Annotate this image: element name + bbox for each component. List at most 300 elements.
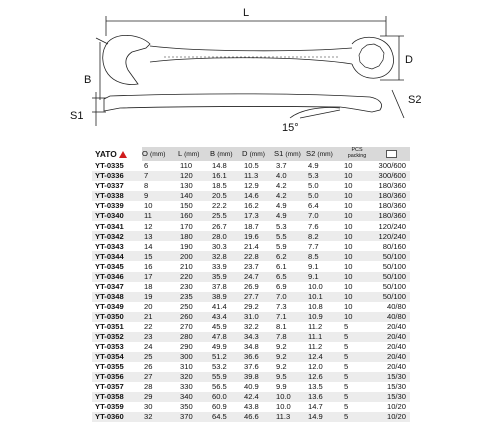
head-diameter-value: 27.7 bbox=[242, 292, 274, 302]
table-row bbox=[92, 332, 410, 342]
packing-value: 20/40 bbox=[372, 342, 410, 352]
product-code: YT-0343 bbox=[92, 241, 142, 251]
pcs-value: 10 bbox=[342, 302, 372, 312]
s1-value: 4.2 bbox=[274, 181, 306, 191]
product-code: YT-0352 bbox=[92, 332, 142, 342]
head-diameter-value: 18.7 bbox=[242, 221, 274, 231]
length-value: 260 bbox=[178, 312, 210, 322]
head-diameter-value: 34.8 bbox=[242, 342, 274, 352]
packing-value: 50/100 bbox=[372, 272, 410, 282]
packing-value: 180/360 bbox=[372, 181, 410, 191]
product-code: YT-0359 bbox=[92, 402, 142, 412]
pcs-value: 5 bbox=[342, 372, 372, 382]
product-code: YT-0340 bbox=[92, 211, 142, 221]
length-value: 330 bbox=[178, 382, 210, 392]
size-symbol: O bbox=[142, 148, 148, 158]
s1-value: 9.2 bbox=[274, 342, 306, 352]
product-code: YT-0347 bbox=[92, 282, 142, 292]
width-value: 56.5 bbox=[210, 382, 242, 392]
size-unit: (mm) bbox=[150, 150, 166, 158]
packing-value: 300/600 bbox=[372, 171, 410, 181]
s1-value: 4.9 bbox=[274, 201, 306, 211]
s2-value: 11.1 bbox=[306, 332, 342, 342]
size-value: 19 bbox=[142, 292, 178, 302]
head-diameter-value: 22.8 bbox=[242, 251, 274, 261]
head-diameter-value: 34.3 bbox=[242, 332, 274, 342]
pcs-value: 10 bbox=[342, 312, 372, 322]
s2-value: 12.6 bbox=[306, 372, 342, 382]
product-code: YT-0351 bbox=[92, 322, 142, 332]
table-row bbox=[92, 362, 410, 372]
size-value: 32 bbox=[142, 412, 178, 422]
product-code: YT-0339 bbox=[92, 201, 142, 211]
head-diameter-value: 11.3 bbox=[242, 171, 274, 181]
table-row bbox=[92, 211, 410, 221]
length-value: 280 bbox=[178, 332, 210, 342]
s2-value: 9.1 bbox=[306, 261, 342, 271]
pcs-label: PCS bbox=[351, 147, 363, 154]
size-value: 16 bbox=[142, 261, 178, 271]
table-row bbox=[92, 181, 410, 191]
table-row bbox=[92, 382, 410, 392]
length-value: 110 bbox=[178, 161, 210, 171]
length-value: 190 bbox=[178, 241, 210, 251]
head-diameter-value: 17.3 bbox=[242, 211, 274, 221]
label-d: D bbox=[405, 54, 413, 66]
packing-value: 15/30 bbox=[372, 382, 410, 392]
head-diameter-value: 24.7 bbox=[242, 272, 274, 282]
product-code: YT-0344 bbox=[92, 251, 142, 261]
length-value: 250 bbox=[178, 302, 210, 312]
width-value: 51.2 bbox=[210, 352, 242, 362]
header-brand bbox=[92, 147, 142, 161]
packing-value: 40/80 bbox=[372, 312, 410, 322]
length-value: 130 bbox=[178, 181, 210, 191]
l-unit: (mm) bbox=[184, 150, 200, 158]
length-value: 370 bbox=[178, 412, 210, 422]
packing-value: 40/80 bbox=[372, 302, 410, 312]
width-value: 49.9 bbox=[210, 342, 242, 352]
s1-value: 5.3 bbox=[274, 221, 306, 231]
head-diameter-value: 40.9 bbox=[242, 382, 274, 392]
size-value: 7 bbox=[142, 171, 178, 181]
table-row bbox=[92, 372, 410, 382]
s1-value: 3.7 bbox=[274, 161, 306, 171]
s2-value: 4.9 bbox=[306, 161, 342, 171]
size-value: 21 bbox=[142, 312, 178, 322]
s1-value: 6.9 bbox=[274, 282, 306, 292]
size-value: 11 bbox=[142, 211, 178, 221]
pcs-value: 5 bbox=[342, 392, 372, 402]
s2-value: 7.6 bbox=[306, 221, 342, 231]
s2-value: 10.0 bbox=[306, 282, 342, 292]
b-unit: (mm) bbox=[217, 150, 233, 158]
pcs-value: 10 bbox=[342, 211, 372, 221]
pcs-value: 10 bbox=[342, 272, 372, 282]
packing-value: 180/360 bbox=[372, 201, 410, 211]
s2-value: 8.5 bbox=[306, 251, 342, 261]
width-value: 22.2 bbox=[210, 201, 242, 211]
pcs-value: 5 bbox=[342, 402, 372, 412]
s2-value: 13.6 bbox=[306, 392, 342, 402]
s2-value: 13.5 bbox=[306, 382, 342, 392]
width-value: 55.9 bbox=[210, 372, 242, 382]
packing-value: 10/20 bbox=[372, 412, 410, 422]
width-value: 25.5 bbox=[210, 211, 242, 221]
product-code: YT-0342 bbox=[92, 231, 142, 241]
width-value: 60.9 bbox=[210, 402, 242, 412]
table-body bbox=[92, 161, 410, 422]
length-value: 290 bbox=[178, 342, 210, 352]
table-row bbox=[92, 302, 410, 312]
s1-value: 7.8 bbox=[274, 332, 306, 342]
head-diameter-value: 46.6 bbox=[242, 412, 274, 422]
s2-value: 5.0 bbox=[306, 181, 342, 191]
table-row bbox=[92, 261, 410, 271]
product-code: YT-0337 bbox=[92, 181, 142, 191]
width-value: 28.0 bbox=[210, 231, 242, 241]
s2-value: 11.2 bbox=[306, 322, 342, 332]
head-diameter-value: 16.2 bbox=[242, 201, 274, 211]
table-row bbox=[92, 241, 410, 251]
d-symbol: D bbox=[242, 148, 248, 158]
wrench-handle bbox=[150, 46, 352, 64]
s1-symbol: S1 bbox=[274, 148, 284, 158]
s1-value: 9.2 bbox=[274, 362, 306, 372]
size-value: 18 bbox=[142, 282, 178, 292]
length-value: 120 bbox=[178, 171, 210, 181]
size-value: 30 bbox=[142, 402, 178, 412]
product-code: YT-0350 bbox=[92, 312, 142, 322]
head-diameter-value: 29.2 bbox=[242, 302, 274, 312]
product-code: YT-0356 bbox=[92, 372, 142, 382]
size-value: 8 bbox=[142, 181, 178, 191]
length-value: 340 bbox=[178, 392, 210, 402]
header-b bbox=[210, 147, 242, 161]
product-code: YT-0360 bbox=[92, 412, 142, 422]
s2-value: 11.2 bbox=[306, 342, 342, 352]
label-l: L bbox=[243, 7, 250, 19]
head-diameter-value: 43.8 bbox=[242, 402, 274, 412]
label-s2: S2 bbox=[408, 94, 422, 106]
s1-value: 7.0 bbox=[274, 292, 306, 302]
s1-value: 6.5 bbox=[274, 272, 306, 282]
s2-value: 10.9 bbox=[306, 312, 342, 322]
product-code: YT-0357 bbox=[92, 382, 142, 392]
pcs-value: 10 bbox=[342, 191, 372, 201]
length-value: 160 bbox=[178, 211, 210, 221]
table-row bbox=[92, 322, 410, 332]
width-value: 32.8 bbox=[210, 251, 242, 261]
wrench-open-end bbox=[103, 35, 150, 84]
s2-value: 14.7 bbox=[306, 402, 342, 412]
pcs-value: 10 bbox=[342, 292, 372, 302]
width-value: 41.4 bbox=[210, 302, 242, 312]
pcs-value: 5 bbox=[342, 342, 372, 352]
s2-value: 8.2 bbox=[306, 231, 342, 241]
s1-value: 4.0 bbox=[274, 171, 306, 181]
length-value: 150 bbox=[178, 201, 210, 211]
table-row bbox=[92, 402, 410, 412]
header-s2 bbox=[306, 147, 342, 161]
table-row bbox=[92, 191, 410, 201]
size-value: 28 bbox=[142, 382, 178, 392]
size-value: 10 bbox=[142, 201, 178, 211]
length-value: 270 bbox=[178, 322, 210, 332]
brand-logo: YATO bbox=[95, 148, 117, 159]
s1-value: 10.0 bbox=[274, 402, 306, 412]
head-diameter-value: 19.6 bbox=[242, 231, 274, 241]
width-value: 45.9 bbox=[210, 322, 242, 332]
table-row bbox=[92, 292, 410, 302]
length-value: 310 bbox=[178, 362, 210, 372]
width-value: 14.8 bbox=[210, 161, 242, 171]
s1-value: 6.2 bbox=[274, 251, 306, 261]
width-value: 47.8 bbox=[210, 332, 242, 342]
pcs-value: 10 bbox=[342, 282, 372, 292]
box-icon bbox=[386, 150, 397, 158]
header-package bbox=[372, 147, 410, 161]
product-code: YT-0345 bbox=[92, 261, 142, 271]
header-pcs bbox=[342, 147, 372, 161]
packing-value: 20/40 bbox=[372, 352, 410, 362]
product-code: YT-0349 bbox=[92, 302, 142, 312]
head-diameter-value: 31.0 bbox=[242, 312, 274, 322]
length-value: 300 bbox=[178, 352, 210, 362]
spec-table bbox=[92, 147, 410, 422]
length-value: 350 bbox=[178, 402, 210, 412]
s1-value: 7.3 bbox=[274, 302, 306, 312]
s1-value: 5.9 bbox=[274, 241, 306, 251]
packing-value: 180/360 bbox=[372, 191, 410, 201]
l-symbol: L bbox=[178, 148, 182, 158]
width-value: 18.5 bbox=[210, 181, 242, 191]
size-value: 6 bbox=[142, 161, 178, 171]
s2-value: 12.0 bbox=[306, 362, 342, 372]
warning-triangle-icon bbox=[119, 151, 127, 158]
s2-value: 10.8 bbox=[306, 302, 342, 312]
product-code: YT-0354 bbox=[92, 352, 142, 362]
length-value: 170 bbox=[178, 221, 210, 231]
wrench-side-view bbox=[104, 94, 382, 112]
size-value: 29 bbox=[142, 392, 178, 402]
s1-value: 4.9 bbox=[274, 211, 306, 221]
product-code: YT-0353 bbox=[92, 342, 142, 352]
size-value: 17 bbox=[142, 272, 178, 282]
head-diameter-value: 39.8 bbox=[242, 372, 274, 382]
table-row bbox=[92, 231, 410, 241]
product-code: YT-0358 bbox=[92, 392, 142, 402]
s1-value: 9.9 bbox=[274, 382, 306, 392]
size-value: 9 bbox=[142, 191, 178, 201]
width-value: 38.9 bbox=[210, 292, 242, 302]
angle-arc bbox=[290, 107, 340, 118]
width-value: 35.9 bbox=[210, 272, 242, 282]
pcs-value: 10 bbox=[342, 161, 372, 171]
head-diameter-value: 12.9 bbox=[242, 181, 274, 191]
header-d bbox=[242, 147, 274, 161]
size-value: 23 bbox=[142, 332, 178, 342]
size-value: 22 bbox=[142, 322, 178, 332]
pcs-value: 10 bbox=[342, 261, 372, 271]
head-diameter-value: 21.4 bbox=[242, 241, 274, 251]
packing-value: 15/30 bbox=[372, 372, 410, 382]
table-row bbox=[92, 201, 410, 211]
size-value: 24 bbox=[142, 342, 178, 352]
pcs-value: 10 bbox=[342, 201, 372, 211]
pcs-value: 5 bbox=[342, 382, 372, 392]
size-value: 14 bbox=[142, 241, 178, 251]
label-b: B bbox=[84, 74, 92, 86]
table-row bbox=[92, 251, 410, 261]
packing-value: 50/100 bbox=[372, 282, 410, 292]
table-row bbox=[92, 412, 410, 422]
packing-value: 20/40 bbox=[372, 332, 410, 342]
header-row bbox=[92, 147, 410, 161]
pcs-value: 5 bbox=[342, 322, 372, 332]
wrench-ring-end bbox=[352, 37, 394, 78]
length-value: 210 bbox=[178, 261, 210, 271]
product-code: YT-0346 bbox=[92, 272, 142, 282]
s2-value: 10.1 bbox=[306, 292, 342, 302]
s2-value: 12.4 bbox=[306, 352, 342, 362]
pcs-value: 10 bbox=[342, 231, 372, 241]
table-row bbox=[92, 171, 410, 181]
table-row bbox=[92, 392, 410, 402]
head-diameter-value: 23.7 bbox=[242, 261, 274, 271]
header-s1 bbox=[274, 147, 306, 161]
s1-value: 6.1 bbox=[274, 261, 306, 271]
table-row bbox=[92, 161, 410, 171]
table-row bbox=[92, 352, 410, 362]
table-row bbox=[92, 272, 410, 282]
size-value: 15 bbox=[142, 251, 178, 261]
pcs-value: 5 bbox=[342, 332, 372, 342]
s1-value: 10.0 bbox=[274, 392, 306, 402]
s1-value: 11.3 bbox=[274, 412, 306, 422]
header-size bbox=[142, 147, 178, 161]
length-value: 230 bbox=[178, 282, 210, 292]
packing-value: 80/160 bbox=[372, 241, 410, 251]
s1-unit: (mm) bbox=[285, 150, 301, 158]
size-value: 12 bbox=[142, 221, 178, 231]
s2-value: 5.3 bbox=[306, 171, 342, 181]
length-value: 180 bbox=[178, 231, 210, 241]
table-row bbox=[92, 342, 410, 352]
width-value: 53.2 bbox=[210, 362, 242, 372]
pcs-value: 5 bbox=[342, 352, 372, 362]
s2-value: 14.9 bbox=[306, 412, 342, 422]
length-value: 220 bbox=[178, 272, 210, 282]
packing-value: 50/100 bbox=[372, 251, 410, 261]
length-value: 235 bbox=[178, 292, 210, 302]
packing-value: 50/100 bbox=[372, 261, 410, 271]
table-row bbox=[92, 282, 410, 292]
s1-value: 4.2 bbox=[274, 191, 306, 201]
size-value: 27 bbox=[142, 372, 178, 382]
head-diameter-value: 14.6 bbox=[242, 191, 274, 201]
head-diameter-value: 42.4 bbox=[242, 392, 274, 402]
head-diameter-value: 32.2 bbox=[242, 322, 274, 332]
product-code: YT-0355 bbox=[92, 362, 142, 372]
s2-unit: (mm) bbox=[317, 150, 333, 158]
product-code: YT-0336 bbox=[92, 171, 142, 181]
s2-symbol: S2 bbox=[306, 148, 316, 158]
product-code: YT-0348 bbox=[92, 292, 142, 302]
s1-value: 5.5 bbox=[274, 231, 306, 241]
s2-value: 9.1 bbox=[306, 272, 342, 282]
size-value: 25 bbox=[142, 352, 178, 362]
width-value: 64.5 bbox=[210, 412, 242, 422]
size-value: 13 bbox=[142, 231, 178, 241]
head-diameter-value: 10.5 bbox=[242, 161, 274, 171]
b-symbol: B bbox=[210, 148, 216, 158]
s2-value: 7.0 bbox=[306, 211, 342, 221]
s2-value: 5.0 bbox=[306, 191, 342, 201]
s2-value: 7.7 bbox=[306, 241, 342, 251]
packing-value: 20/40 bbox=[372, 322, 410, 332]
size-value: 20 bbox=[142, 302, 178, 312]
pcs-value: 10 bbox=[342, 241, 372, 251]
s1-value: 7.1 bbox=[274, 312, 306, 322]
pcs-value: 10 bbox=[342, 181, 372, 191]
length-value: 320 bbox=[178, 372, 210, 382]
pcs-value: 10 bbox=[342, 221, 372, 231]
dimension-line-s2 bbox=[392, 90, 404, 118]
packing-value: 120/240 bbox=[372, 221, 410, 231]
head-diameter-value: 37.6 bbox=[242, 362, 274, 372]
packing-value: 10/20 bbox=[372, 402, 410, 412]
s1-value: 8.1 bbox=[274, 322, 306, 332]
width-value: 20.5 bbox=[210, 191, 242, 201]
wrench-ring-12-point bbox=[359, 44, 384, 69]
packing-value: 15/30 bbox=[372, 392, 410, 402]
table-header bbox=[92, 147, 410, 161]
label-s1: S1 bbox=[70, 110, 84, 122]
table-row bbox=[92, 221, 410, 231]
width-value: 37.8 bbox=[210, 282, 242, 292]
width-value: 26.7 bbox=[210, 221, 242, 231]
head-diameter-value: 36.6 bbox=[242, 352, 274, 362]
length-value: 200 bbox=[178, 251, 210, 261]
width-value: 43.4 bbox=[210, 312, 242, 322]
product-code: YT-0341 bbox=[92, 221, 142, 231]
s2-value: 6.4 bbox=[306, 201, 342, 211]
head-diameter-value: 26.9 bbox=[242, 282, 274, 292]
wrench-technical-drawing bbox=[0, 0, 500, 140]
packing-value: 180/360 bbox=[372, 211, 410, 221]
packing-value: 300/600 bbox=[372, 161, 410, 171]
packing-label: packing bbox=[347, 153, 367, 159]
table-row bbox=[92, 312, 410, 322]
width-value: 33.9 bbox=[210, 261, 242, 271]
header-l bbox=[178, 147, 210, 161]
d-unit: (mm) bbox=[249, 150, 265, 158]
pcs-value: 5 bbox=[342, 412, 372, 422]
width-value: 60.0 bbox=[210, 392, 242, 402]
size-value: 26 bbox=[142, 362, 178, 372]
packing-value: 50/100 bbox=[372, 292, 410, 302]
s1-value: 9.5 bbox=[274, 372, 306, 382]
pcs-value: 10 bbox=[342, 251, 372, 261]
pcs-value: 10 bbox=[342, 171, 372, 181]
packing-value: 20/40 bbox=[372, 362, 410, 372]
s1-value: 9.2 bbox=[274, 352, 306, 362]
pcs-value: 5 bbox=[342, 362, 372, 372]
packing-value: 120/240 bbox=[372, 231, 410, 241]
width-value: 16.1 bbox=[210, 171, 242, 181]
product-code: YT-0335 bbox=[92, 161, 142, 171]
